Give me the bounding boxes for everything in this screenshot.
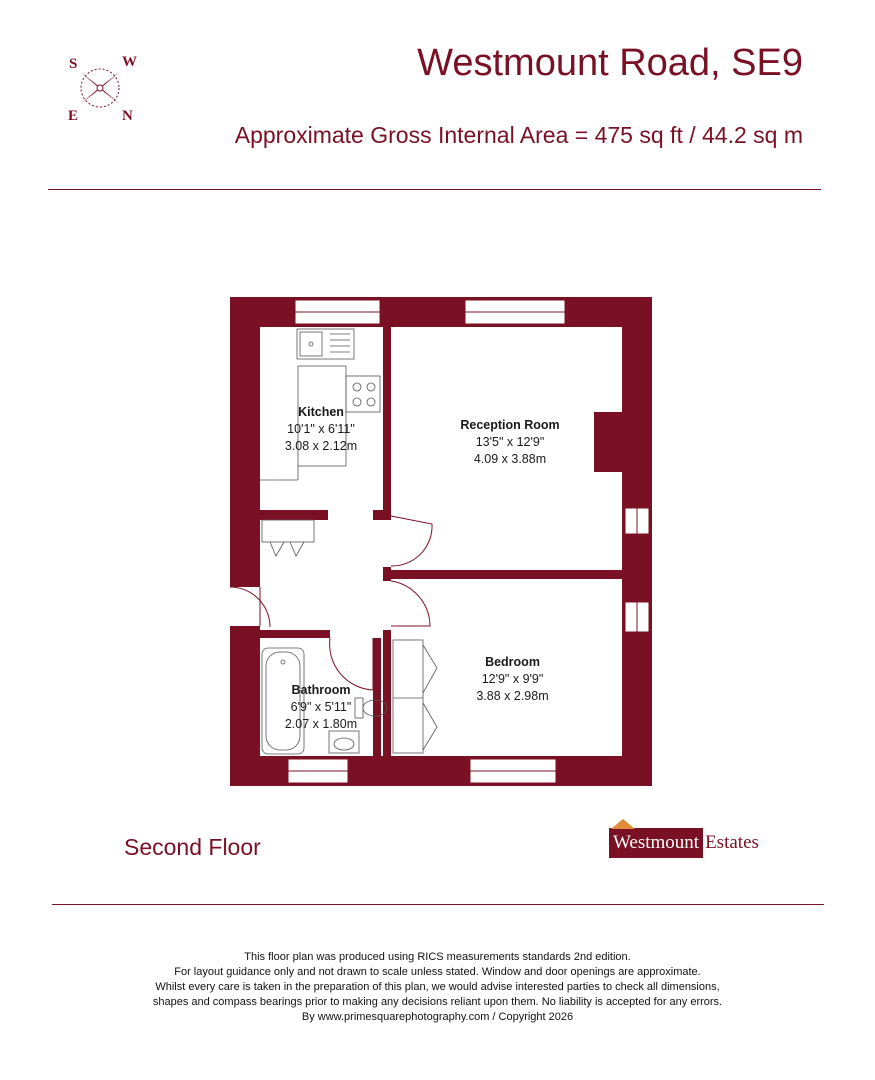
room-kitchen [262, 404, 380, 455]
disclaimer-line: Whilst every care is taken in the preparation of this plan, we would advise interested parties to check all dimensions, [155, 981, 720, 993]
area-subtitle: Approximate Gross Internal Area = 475 sq ft / 44.2 sq m [234, 122, 803, 148]
room-bedroom [420, 654, 605, 705]
compass-label-s: S [69, 56, 78, 72]
room-dimensions-metric: 2.07 x 1.80m [284, 717, 358, 731]
roof-icon [611, 819, 635, 829]
room-dimensions-metric: 3.08 x 2.12m [284, 439, 358, 453]
room-bathroom [262, 682, 380, 733]
bottom-divider [52, 904, 824, 905]
agency-logo [609, 828, 759, 858]
room-dimensions-imperial: 10'1" x 6'11" [287, 422, 355, 436]
room-name: Bathroom [291, 683, 351, 697]
logo-brand: Westmount [613, 832, 700, 853]
disclaimer-line: This floor plan was produced using RICS measurements standards 2nd edition. [244, 951, 631, 963]
logo-brand-box [609, 828, 703, 858]
compass-label-e: E [68, 108, 79, 124]
room-dimensions-imperial: 13'5" x 12'9" [475, 435, 545, 449]
floor-label: Second Floor [124, 834, 261, 860]
cupboard-icon [262, 520, 314, 542]
compass-label-n: N [122, 108, 133, 124]
disclaimer-line: By www.primesquarephotography.com / Copyright 2026 [301, 1011, 574, 1023]
compass-label-w: W [122, 54, 137, 70]
room-dimensions-imperial: 6'9" x 5'11" [290, 700, 352, 714]
disclaimer-line: shapes and compass bearings prior to making any decisions reliant upon them. No liability is accepted for any errors. [152, 996, 723, 1008]
sink-icon [297, 329, 354, 359]
room-name: Kitchen [298, 405, 344, 419]
disclaimer-line: For layout guidance only and not drawn to scale unless stated. Window and door openings are approximate. [174, 966, 701, 978]
room-name: Bedroom [485, 655, 540, 669]
disclaimer [0, 950, 875, 1025]
room-name: Reception Room [460, 418, 560, 432]
logo-suffix: Estates [705, 832, 759, 853]
page-title: Westmount Road, SE9 [417, 42, 803, 84]
room-reception [400, 417, 620, 468]
room-dimensions-metric: 4.09 x 3.88m [473, 452, 547, 466]
doors [230, 516, 432, 690]
room-dimensions-metric: 3.88 x 2.98m [476, 689, 549, 703]
room-dimensions-imperial: 12'9" x 9'9" [481, 672, 544, 686]
